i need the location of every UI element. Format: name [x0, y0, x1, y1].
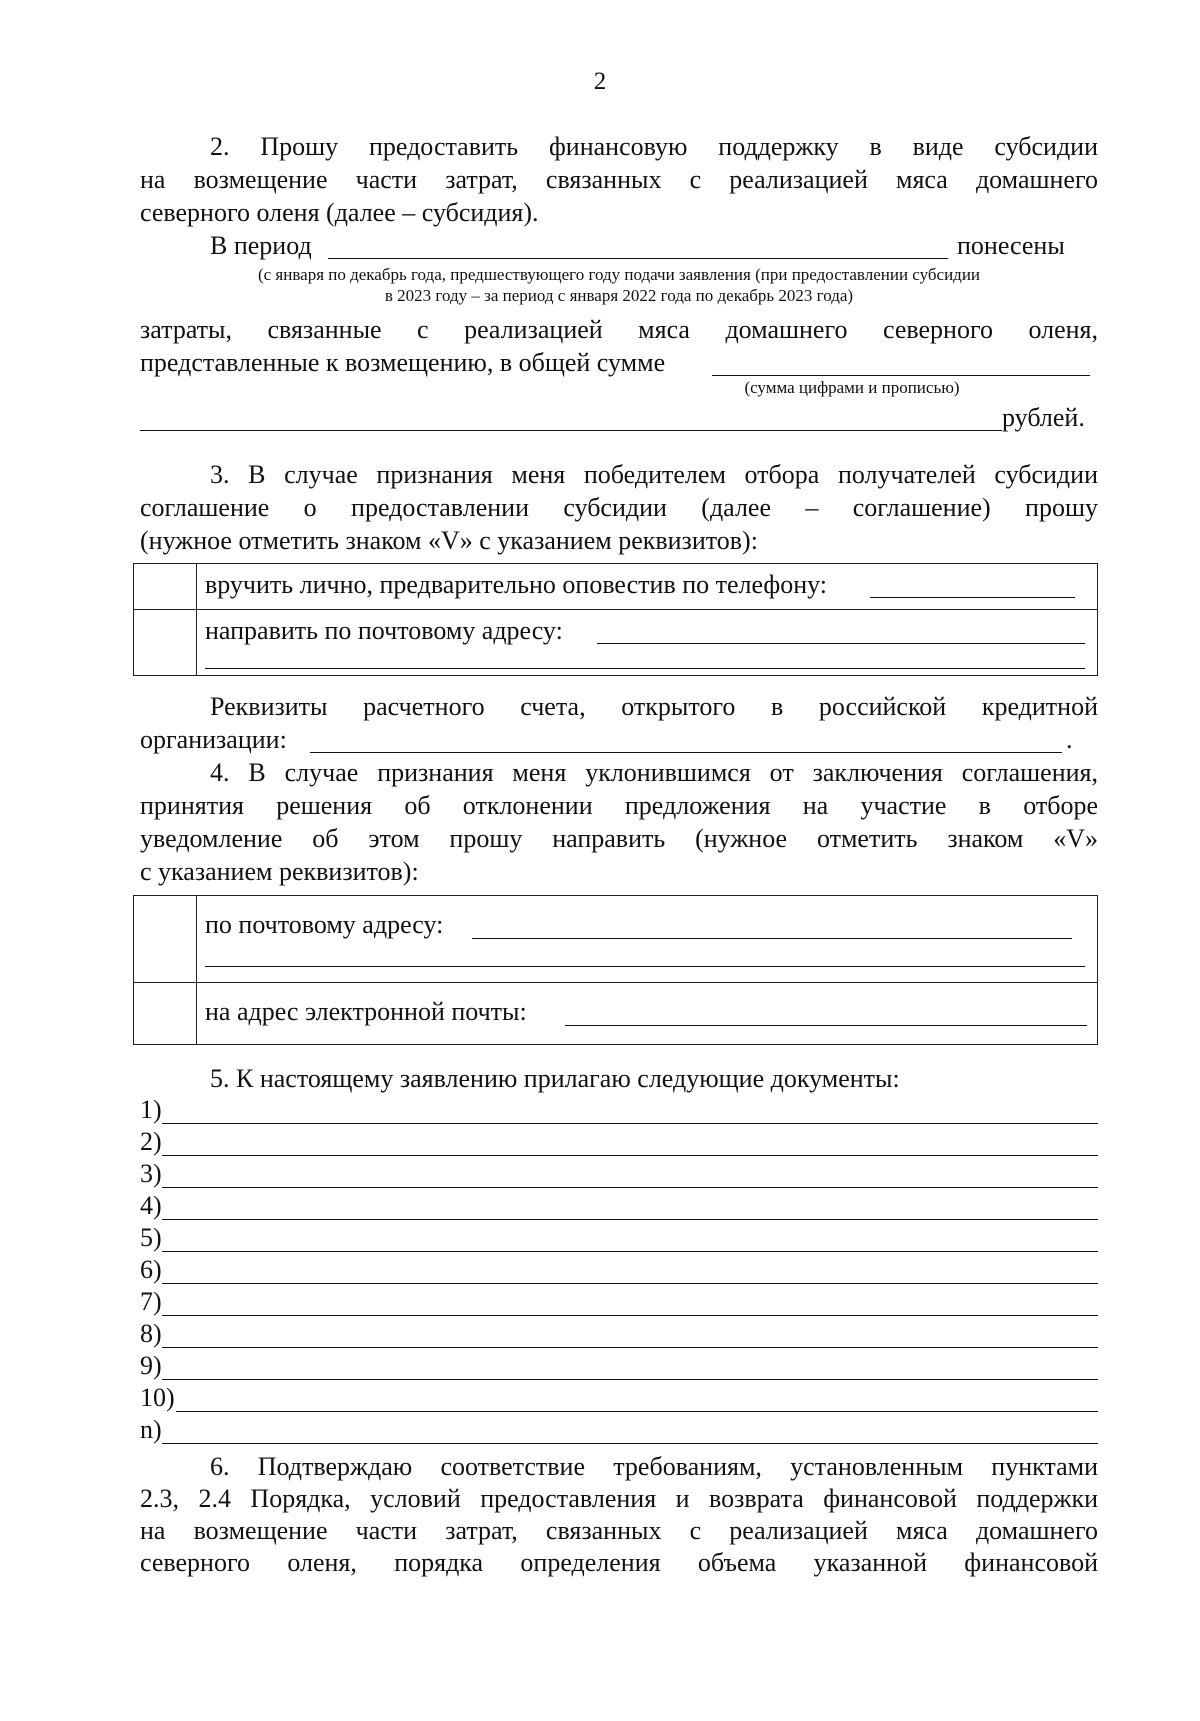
s3-line3: (нужное отметить знаком «V» с указанием реквизитов):: [140, 526, 758, 555]
doc-item-field[interactable]: [162, 1347, 1098, 1348]
doc-item-field[interactable]: [162, 1187, 1098, 1188]
bank-field[interactable]: [310, 752, 1062, 753]
doc-item-field[interactable]: [162, 1251, 1098, 1252]
doc-item-label: 2): [140, 1127, 162, 1156]
s3-option2-cell: [197, 610, 1098, 676]
s4-option1-cell: [197, 896, 1098, 983]
s4-line3: уведомление об этом прошу направить (нужное отметить знаком «V»: [140, 824, 1098, 853]
s3-line2: соглашение о предоставлении субсидии (далее – соглашение) прошу: [140, 493, 1098, 522]
s3-options-table: [133, 563, 1098, 676]
doc-item-label: n): [140, 1415, 162, 1444]
doc-item-field[interactable]: [176, 1411, 1098, 1412]
s2-line1: 2. Прошу предоставить финансовую поддержку в виде субсидии: [210, 132, 1098, 161]
doc-item-field[interactable]: [162, 1379, 1098, 1380]
doc-item-field[interactable]: [162, 1283, 1098, 1284]
s2-line3: северного оленя (далее – субсидия).: [140, 198, 539, 227]
s6-line3: на возмещение части затрат, связанных с реализацией мяса домашнего: [140, 1516, 1098, 1545]
s4-option1-checkbox[interactable]: [134, 896, 197, 983]
s4-option2-cell: [197, 983, 1098, 1045]
doc-item-field[interactable]: [162, 1315, 1098, 1316]
notify-postal-field-1[interactable]: [472, 938, 1072, 939]
phone-field[interactable]: [870, 597, 1075, 598]
period-note-2: в 2023 году – за период с января 2022 года по декабрь 2023 года): [384, 286, 854, 305]
doc-item-label: 6): [140, 1255, 162, 1284]
doc-item-label: 5): [140, 1223, 162, 1252]
sum-note: (сумма цифрами и прописью): [744, 378, 960, 397]
postal-address-field-1[interactable]: [597, 643, 1085, 644]
s3-option1-label: вручить лично, предварительно оповестив по телефону:: [205, 570, 828, 599]
doc-item-label: 4): [140, 1191, 162, 1220]
doc-item-label: 8): [140, 1319, 162, 1348]
s6-line1: 6. Подтверждаю соответствие требованиям, установленным пунктами: [210, 1452, 1098, 1481]
doc-item-field[interactable]: [162, 1155, 1098, 1156]
s6-line2: 2.3, 2.4 Порядка, условий предоставления и возврата финансовой поддержки: [140, 1484, 1098, 1513]
doc-item-label: 10): [140, 1383, 175, 1412]
period-label: В период: [210, 231, 312, 260]
s4-options-table: [133, 895, 1098, 1045]
s3-option1-cell: [197, 564, 1098, 610]
sum-words-field[interactable]: [140, 430, 1002, 431]
doc-item-field[interactable]: [162, 1219, 1098, 1220]
s4-line4: с указанием реквизитов):: [140, 857, 419, 886]
s3-option2-checkbox[interactable]: [134, 610, 197, 676]
s4-option1-label: по почтовому адресу:: [205, 910, 444, 939]
s5-heading: 5. К настоящему заявлению прилагаю следующие документы:: [210, 1064, 900, 1093]
s4-line1: 4. В случае признания меня уклонившимся от заключения соглашения,: [210, 758, 1098, 787]
s3-line1: 3. В случае признания меня победителем отбора получателей субсидии: [210, 460, 1098, 489]
doc-item-label: 7): [140, 1287, 162, 1316]
s2-costs-line: затраты, связанные с реализацией мяса домашнего северного оленя,: [140, 315, 1098, 344]
doc-item-field[interactable]: [162, 1123, 1098, 1124]
s4-option2-label: на адрес электронной почты:: [205, 997, 527, 1026]
page-number: 2: [593, 68, 607, 95]
rubles-label: рублей.: [1002, 403, 1085, 432]
doc-item-label: 1): [140, 1095, 162, 1124]
s3-option2-label: направить по почтовому адресу:: [205, 616, 563, 645]
s4-option2-checkbox[interactable]: [134, 983, 197, 1045]
doc-item-field[interactable]: [162, 1443, 1098, 1444]
bank-label: организации:: [140, 725, 287, 754]
postal-address-field-2[interactable]: [205, 668, 1085, 669]
doc-item-label: 9): [140, 1351, 162, 1380]
email-field[interactable]: [565, 1025, 1087, 1026]
sum-field[interactable]: [712, 375, 1090, 376]
bank-end: .: [1066, 725, 1073, 754]
s6-line4: северного оленя, порядка определения объема указанной финансовой: [140, 1548, 1098, 1577]
period-field[interactable]: [328, 258, 948, 259]
s4-line2: принятия решения об отклонении предложения на участие в отборе: [140, 791, 1098, 820]
doc-item-label: 3): [140, 1159, 162, 1188]
period-suffix: понесены: [957, 231, 1065, 260]
sum-label: представленные к возмещению, в общей сумме: [140, 348, 666, 377]
s3-option1-checkbox[interactable]: [134, 564, 197, 610]
period-note-1: (с января по декабрь года, предшествующего году подачи заявления (при предоставлении субсидии: [257, 265, 981, 284]
notify-postal-field-2[interactable]: [205, 966, 1085, 967]
s2-line2: на возмещение части затрат, связанных с реализацией мяса домашнего: [140, 165, 1098, 194]
bank-line1: Реквизиты расчетного счета, открытого в российской кредитной: [210, 692, 1098, 721]
